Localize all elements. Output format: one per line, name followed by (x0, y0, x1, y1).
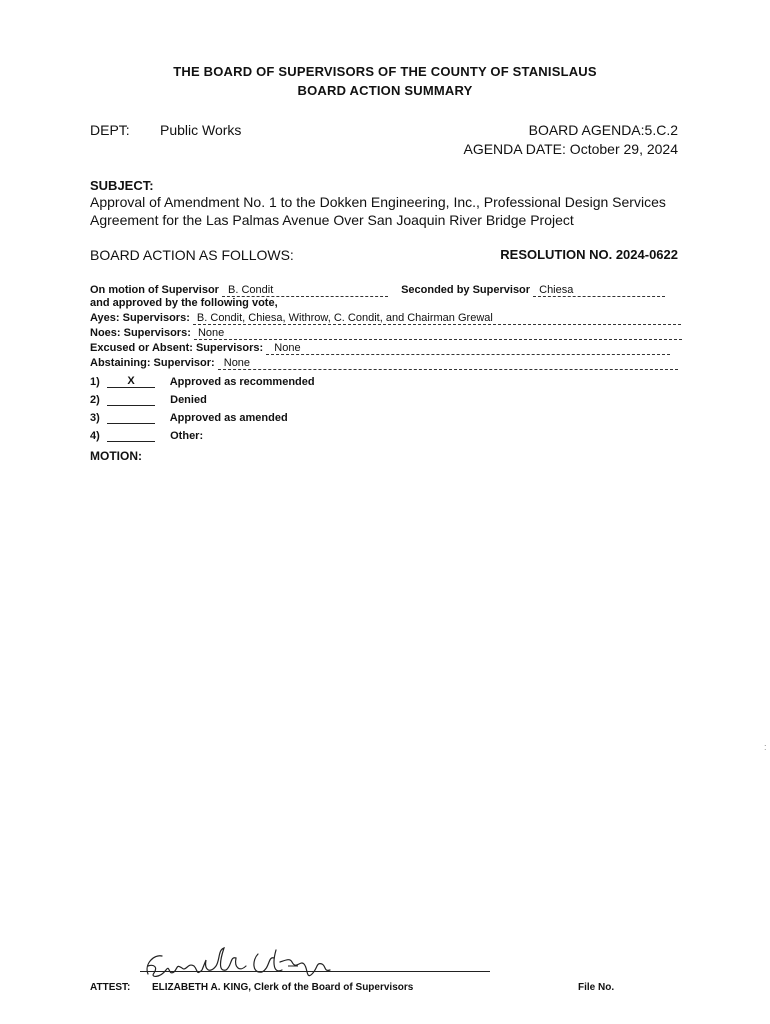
option-approved-as-amended (90, 411, 288, 424)
option-mark (107, 393, 155, 406)
dept-value: Public Works (160, 122, 242, 138)
subject-label: SUBJECT: (90, 178, 154, 193)
noes-value: None (194, 327, 682, 340)
ayes-label: Ayes: Supervisors: (90, 312, 190, 324)
approved-line: and approved by the following vote, (90, 297, 278, 309)
option-number: 4) (90, 430, 100, 442)
board-agenda: BOARD AGENDA:5.C.2 (528, 122, 678, 138)
option-denied (90, 393, 207, 406)
attest-label: ATTEST: (90, 982, 131, 993)
abstaining-label: Abstaining: Supervisor: (90, 357, 215, 369)
excused-label: Excused or Absent: Supervisors: (90, 342, 264, 354)
header-subtitle: BOARD ACTION SUMMARY (297, 83, 473, 98)
file-number-label: File No. (578, 982, 615, 993)
option-other (90, 429, 203, 442)
motion-row (90, 284, 700, 297)
resolution-number: RESOLUTION NO. 2024-0622 (500, 247, 678, 262)
noes-label: Noes: Supervisors: (90, 327, 191, 339)
option-number: 1) (90, 376, 100, 388)
excused-row (90, 342, 700, 355)
option-approved-as-recommended (90, 375, 315, 388)
seconded-label: Seconded by Supervisor (401, 284, 531, 296)
subject-text: Approval of Amendment No. 1 to the Dokken Engineering, Inc., Professional Design Services Agreement for the Las Palmas Avenue Over San Joaquin River Bridge Project (90, 194, 666, 228)
dept-label: DEPT: (90, 122, 130, 138)
option-mark (107, 411, 155, 424)
option-mark: X (107, 375, 155, 388)
option-label: Other: (170, 430, 204, 442)
clerk-name: ELIZABETH A. KING, Clerk of the Board of Supervisors (152, 982, 414, 993)
noes-row (90, 327, 700, 340)
option-label: Approved as amended (169, 412, 288, 424)
excused-value: None (266, 342, 670, 355)
header-title: THE BOARD OF SUPERVISORS OF THE COUNTY OF STANISLAUS (173, 64, 597, 79)
option-number: 3) (90, 412, 100, 424)
motion-heading: MOTION: (90, 449, 142, 463)
margin-mark: : (764, 742, 767, 752)
agenda-date: AGENDA DATE: October 29, 2024 (463, 141, 678, 157)
motion-label: On motion of Supervisor (90, 284, 219, 296)
abstaining-value: None (218, 357, 678, 370)
board-action-label: BOARD ACTION AS FOLLOWS: (90, 247, 294, 263)
motion-by: B. Condit (222, 284, 388, 297)
abstaining-row (90, 357, 700, 370)
signature-line (140, 971, 490, 972)
option-mark (107, 429, 155, 442)
option-number: 2) (90, 394, 100, 406)
clerk-signature (140, 940, 350, 985)
ayes-row (90, 312, 700, 325)
ayes-value: B. Condit, Chiesa, Withrow, C. Condit, and Chairman Grewal (193, 312, 681, 325)
option-label: Approved as recommended (169, 376, 315, 388)
seconded-by: Chiesa (533, 284, 665, 297)
option-label: Denied (170, 394, 207, 406)
